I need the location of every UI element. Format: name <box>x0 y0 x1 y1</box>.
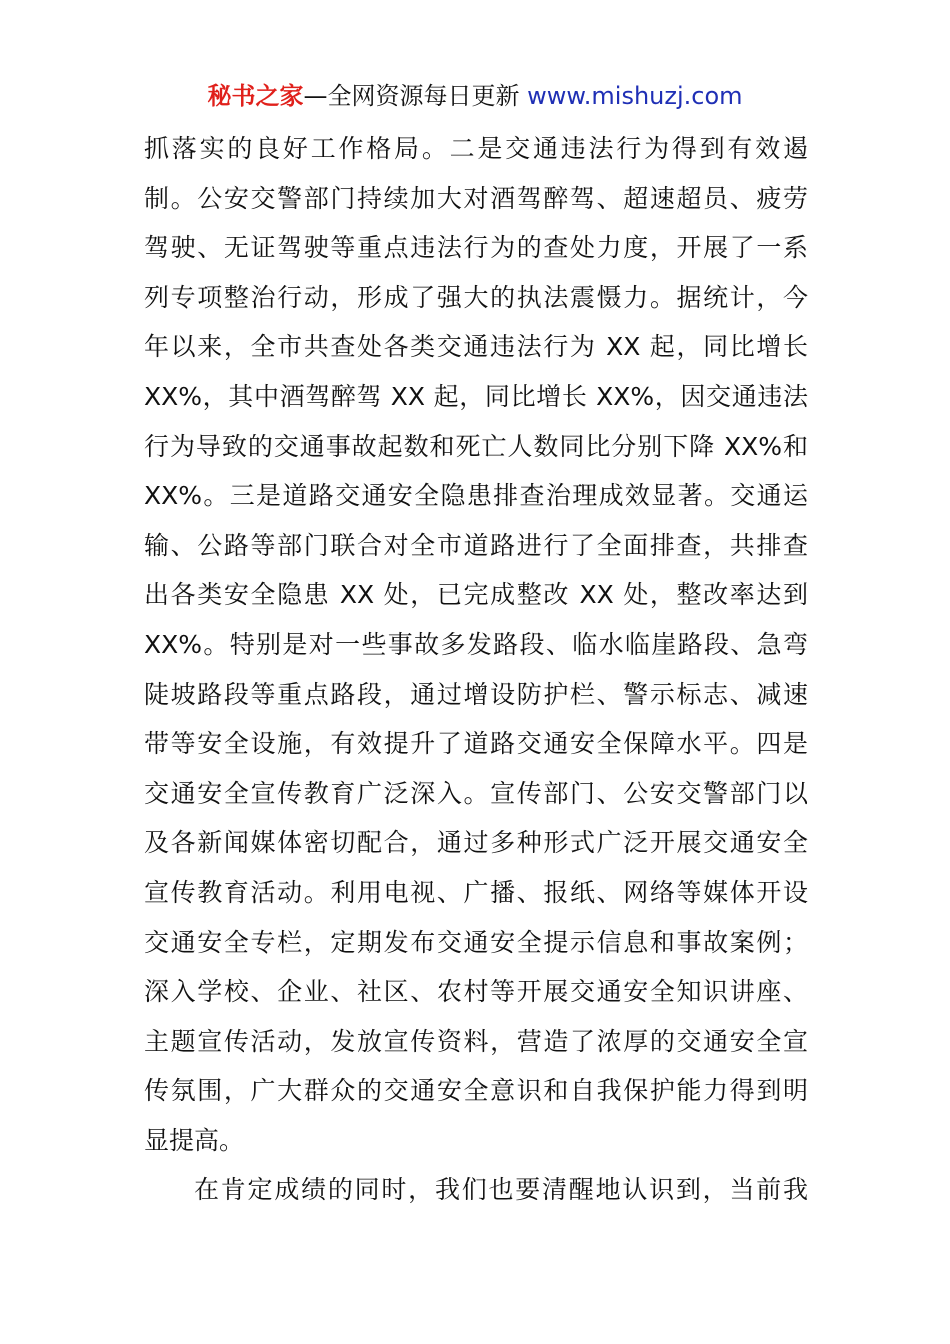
text-line: 交通安全宣传教育广泛深入。宣传部门、公安交警部门以 <box>144 778 808 808</box>
text-line: 宣传教育活动。利用电视、广播、报纸、网络等媒体开设 <box>144 877 808 907</box>
page-header <box>0 78 950 114</box>
text-line: 在肯定成绩的同时，我们也要清醒地认识到，当前我 <box>194 1175 808 1205</box>
site-url[interactable]: www.mishuzj.com <box>527 82 743 110</box>
header-separator: — <box>303 82 328 110</box>
text-line: 抓落实的良好工作格局。二是交通违法行为得到有效遏 <box>144 134 808 163</box>
text-line: 及各新闻媒体密切配合，通过多种形式广泛开展交通安全 <box>144 828 808 858</box>
paragraph-1 <box>144 124 808 1165</box>
text-line: 出各类安全隐患 XX 处，已完成整改 XX 处，整改率达到 <box>144 580 808 610</box>
text-line: 制。公安交警部门持续加大对酒驾醉驾、超速超员、疲劳 <box>144 183 808 213</box>
text-line: 带等安全设施，有效提升了道路交通安全保障水平。四是 <box>144 729 808 759</box>
text-line: 传氛围，广大群众的交通安全意识和自我保护能力得到明 <box>144 1076 808 1106</box>
text-line: 列专项整治行动，形成了强大的执法震慑力。据统计，今 <box>144 282 808 312</box>
text-line: 显提高。 <box>144 1125 245 1155</box>
text-line: 年以来，全市共查处各类交通违法行为 XX 起，同比增长 <box>144 332 808 362</box>
text-line: 行为导致的交通事故起数和死亡人数同比分别下降 XX%和 <box>144 431 808 461</box>
text-line: 深入学校、企业、社区、农村等开展交通安全知识讲座、 <box>144 977 808 1007</box>
text-line: 交通安全专栏，定期发布交通安全提示信息和事故案例； <box>144 927 808 957</box>
site-brand: 秘书之家 <box>207 82 304 110</box>
paragraph-2 <box>144 1165 808 1215</box>
text-line: 驾驶、无证驾驶等重点违法行为的查处力度，开展了一系 <box>144 233 808 263</box>
text-line: XX%。三是道路交通安全隐患排查治理成效显著。交通运 <box>144 481 808 511</box>
document-body <box>144 124 808 1215</box>
site-tagline: 全网资源每日更新 <box>327 82 520 110</box>
text-line: 输、公路等部门联合对全市道路进行了全面排查，共排查 <box>144 530 808 560</box>
text-line: 主题宣传活动，发放宣传资料，营造了浓厚的交通安全宣 <box>144 1026 808 1056</box>
text-line: XX%，其中酒驾醉驾 XX 起，同比增长 XX%，因交通违法 <box>144 381 808 411</box>
text-line: XX%。特别是对一些事故多发路段、临水临崖路段、急弯 <box>144 629 808 659</box>
text-line: 陡坡路段等重点路段，通过增设防护栏、警示标志、减速 <box>144 679 808 709</box>
